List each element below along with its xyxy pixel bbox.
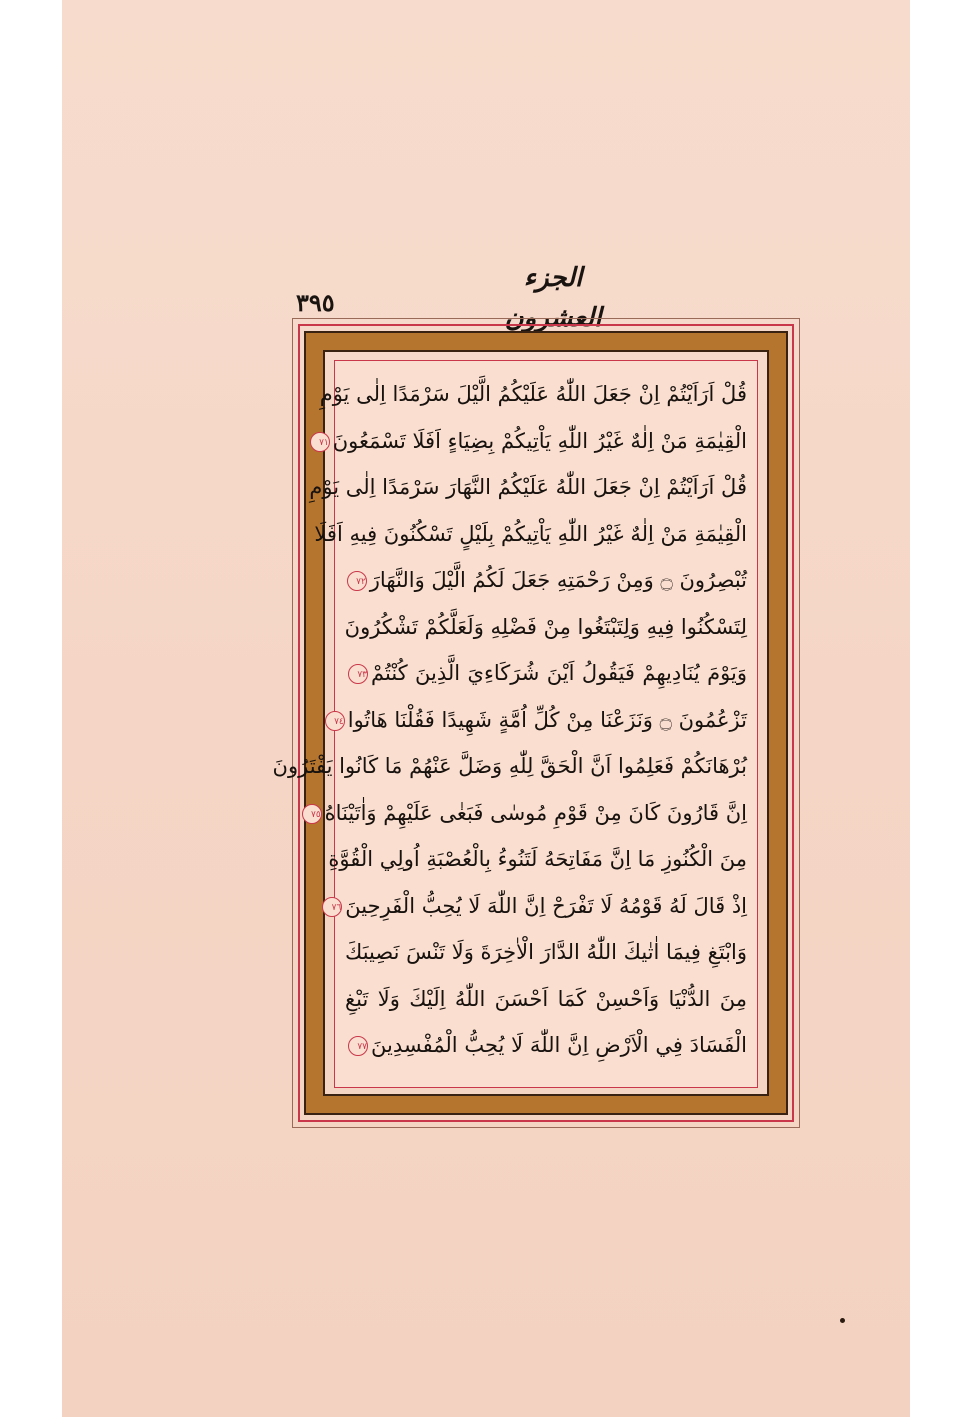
verse-text: لِتَسْكُنُوا فِيهِ وَلِتَبْتَغُوا مِنْ فَضْلِهِ وَلَعَلَّكُمْ تَشْكُرُونَ [344,614,747,639]
ayah-marker: ٧١ [310,432,330,452]
verse-line [331,884,747,928]
ayah-marker: ٧٤ [325,711,345,731]
verse-line [345,605,747,649]
verse-text: اِذْ قَالَ لَهُ قَوْمُهُ لَا تَفْرَحْ اِنَّ اللّٰهَ لَا يُحِبُّ الْفَرِحِينَ [345,893,747,918]
juz-heading: الجزء العشرون [504,263,602,333]
verse-text: وَيَوْمَ يُنَادِيهِمْ فَيَقُولُ اَيْنَ شُرَكَاءِيَ الَّذِينَ كُنْتُمْ [371,661,747,685]
verse-line [311,791,747,835]
verse-text: قُلْ اَرَاَيْتُمْ اِنْ جَعَلَ اللّٰهُ عَلَيْكُمُ الَّيْلَ سَرْمَدًا اِلٰى يَوْمِ [319,382,747,406]
verse-line [272,744,747,788]
ayah-marker: ٧٣ [348,664,368,684]
verse-line [345,1023,747,1067]
verse-line [314,512,747,556]
verse-text: الْفَسَادَ فِي الْاَرْضِ اِنَّ اللّٰهَ لَا يُحِبُّ الْمُفْسِدِينَ [371,1033,747,1057]
verse-text: اِنَّ قَارُونَ كَانَ مِنْ قَوْمِ مُوسٰى فَبَغٰى عَلَيْهِمْ وَاٰتَيْنَاهُ [324,800,747,825]
verse-text: تَزْعُمُونَ ۝ وَنَزَعْنَا مِنْ كُلِّ اُمَّةٍ شَهِيدًا فَقُلْنَا هَاتُوا [347,707,747,732]
ayah-marker: ٧٢ [347,571,367,591]
verse-text: قُلْ اَرَاَيْتُمْ اِنْ جَعَلَ اللّٰهُ عَلَيْكُمُ النَّهَارَ سَرْمَدًا اِلٰى يَوْمِ [309,475,747,499]
ayah-marker: ٧٦ [322,897,342,917]
verse-line [328,837,747,881]
verse-text: الْقِيٰمَةِ مَنْ اِلٰهٌ غَيْرُ اللّٰهِ يَاْتِيكُمْ بِلَيْلٍ تَسْكُنُونَ فِيهِ اَفَلَا [314,521,747,546]
verse-line [319,372,747,416]
verse-line [345,977,747,1021]
verse-text: وَابْتَغِ فِيمَا اٰتٰيكَ اللّٰهُ الدَّارَ الْاٰخِرَةَ وَلَا تَنْسَ نَصِيبَكَ [345,940,747,964]
verse-line [345,651,747,695]
ayah-marker: ٧٥ [302,804,322,824]
verse-line [309,465,747,509]
verse-text: بُرْهَانَكُمْ فَعَلِمُوا اَنَّ الْحَقَّ لِلّٰهِ وَضَلَّ عَنْهُمْ مَا كَانُوا يَفْتَرُونَ [272,754,747,778]
ayah-marker: ٧٧ [348,1036,368,1056]
verse-line [334,698,747,742]
paper-speck [840,1318,845,1323]
verse-text: مِنَ الْكُنُوزِ مَا اِنَّ مَفَاتِحَهُ لَتَنُوءُ بِالْعُصْبَةِ اُولِي الْقُوَّةِ [328,847,747,871]
verse-line [345,558,747,602]
verse-line [345,930,747,974]
page-number: ٣٩٥ [296,288,335,317]
verse-text: الْقِيٰمَةِ مَنْ اِلٰهٌ غَيْرُ اللّٰهِ يَاْتِيكُمْ بِضِيَاءٍ اَفَلَا تَسْمَعُونَ [332,428,747,453]
verse-text: مِنَ الدُّنْيَا وَاَحْسِنْ كَمَا اَحْسَنَ اللّٰهُ اِلَيْكَ وَلَا تَبْغِ [345,986,747,1011]
verse-line [319,419,747,463]
verse-text: تُبْصِرُونَ ۝ وَمِنْ رَحْمَتِهِ جَعَلَ لَكُمُ الَّيْلَ وَالنَّهَارَ [369,568,747,592]
